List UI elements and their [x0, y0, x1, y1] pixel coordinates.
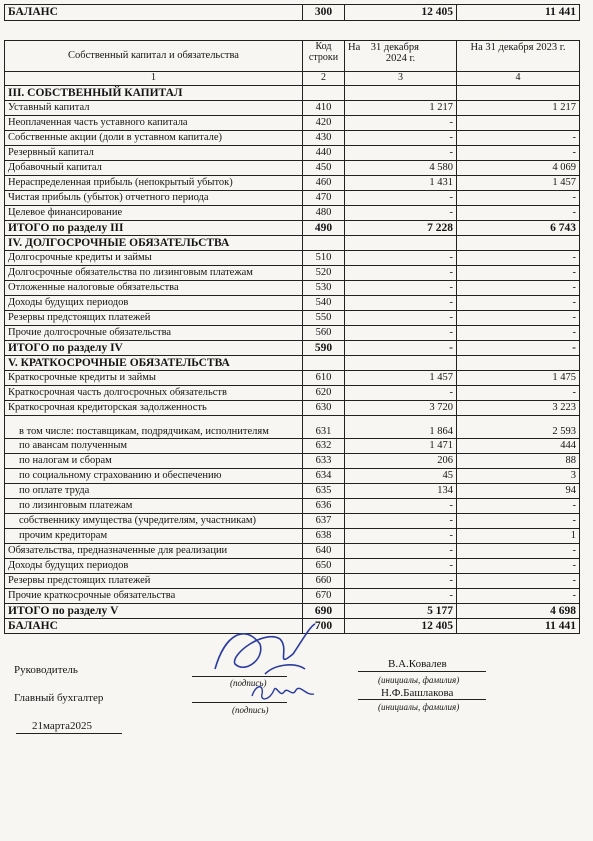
row-value-2023: -: [457, 573, 580, 588]
row-value-2024: 206: [345, 453, 457, 468]
row-value-2023: -: [457, 543, 580, 558]
row-value-2023: 1 217: [457, 100, 580, 115]
row-value-2023: -: [457, 295, 580, 310]
top-balance-row: [5, 5, 580, 21]
row-value-2024: 1 217: [345, 100, 457, 115]
row-label: Резервный капитал: [5, 145, 303, 160]
row-value-2024: -: [345, 295, 457, 310]
header-col1: Собственный капитал и обязательства: [5, 41, 303, 72]
row-label: III. СОБСТВЕННЫЙ КАПИТАЛ: [5, 85, 303, 100]
row-label: Резервы предстоящих платежей: [5, 310, 303, 325]
row-value-2024: 12 405: [345, 618, 457, 633]
colnum-3: 3: [345, 72, 457, 86]
top-balance-code: 300: [303, 5, 345, 21]
table-row: [5, 310, 580, 325]
row-value-2023: -: [457, 130, 580, 145]
row-value-2024: [345, 85, 457, 100]
head-sign-line: [192, 676, 287, 677]
row-label: Доходы будущих периодов: [5, 295, 303, 310]
table-row: [5, 280, 580, 295]
row-code: 460: [303, 175, 345, 190]
row-code: 637: [303, 513, 345, 528]
row-value-2024: -: [345, 205, 457, 220]
row-code: 632: [303, 438, 345, 453]
row-value-2023: -: [457, 340, 580, 355]
table-row: [5, 438, 580, 453]
row-code: 690: [303, 603, 345, 618]
row-value-2023: 3 223: [457, 400, 580, 415]
row-value-2023: [457, 115, 580, 130]
table-row: [5, 295, 580, 310]
row-code: [303, 355, 345, 370]
row-label: V. КРАТКОСРОЧНЫЕ ОБЯЗАТЕЛЬСТВА: [5, 355, 303, 370]
head-name-line: [358, 671, 486, 672]
row-value-2024: -: [345, 340, 457, 355]
row-label: по лизинговым платежам: [5, 498, 303, 513]
row-value-2023: 1: [457, 528, 580, 543]
row-value-2024: -: [345, 310, 457, 325]
row-label: Чистая прибыль (убыток) отчетного периода: [5, 190, 303, 205]
head-label: Руководитель: [14, 664, 78, 676]
section-header-row: [5, 235, 580, 250]
table-row: [5, 588, 580, 603]
row-label: БАЛАНС: [5, 618, 303, 633]
row-value-2023: 3: [457, 468, 580, 483]
row-code: 450: [303, 160, 345, 175]
row-value-2023: 11 441: [457, 618, 580, 633]
row-value-2023: -: [457, 588, 580, 603]
row-code: 550: [303, 310, 345, 325]
row-value-2023: 1 457: [457, 175, 580, 190]
top-balance-2023: 11 441: [457, 5, 580, 21]
head-sign-caption: (подпись): [230, 678, 267, 688]
table-row: [5, 400, 580, 415]
row-code: 638: [303, 528, 345, 543]
row-label: Краткосрочная кредиторская задолженность: [5, 400, 303, 415]
row-value-2024: 5 177: [345, 603, 457, 618]
row-label: Обязательства, предназначенные для реализации: [5, 543, 303, 558]
row-code: 420: [303, 115, 345, 130]
row-value-2023: 88: [457, 453, 580, 468]
row-code: 510: [303, 250, 345, 265]
row-value-2024: -: [345, 325, 457, 340]
row-label: Долгосрочные обязательства по лизинговым платежам: [5, 265, 303, 280]
row-label: Прочие краткосрочные обязательства: [5, 588, 303, 603]
row-code: 520: [303, 265, 345, 280]
row-label: Собственные акции (доли в уставном капитале): [5, 130, 303, 145]
row-value-2023: 1 475: [457, 370, 580, 385]
row-code: 635: [303, 483, 345, 498]
row-code: 540: [303, 295, 345, 310]
row-code: 470: [303, 190, 345, 205]
row-value-2023: 444: [457, 438, 580, 453]
table-row: [5, 115, 580, 130]
row-value-2024: -: [345, 588, 457, 603]
row-label: по налогам и сборам: [5, 453, 303, 468]
row-value-2024: -: [345, 250, 457, 265]
row-value-2024: 1 431: [345, 175, 457, 190]
row-value-2024: -: [345, 573, 457, 588]
date-line: [16, 733, 122, 734]
top-summary-table: [4, 4, 580, 21]
row-label: Добавочный капитал: [5, 160, 303, 175]
row-value-2024: -: [345, 385, 457, 400]
total-row: [5, 220, 580, 235]
table-row: [5, 250, 580, 265]
row-code: 440: [303, 145, 345, 160]
row-label: ИТОГО по разделу III: [5, 220, 303, 235]
row-label: собственнику имущества (учредителям, участникам): [5, 513, 303, 528]
row-value-2024: -: [345, 115, 457, 130]
row-value-2024: -: [345, 528, 457, 543]
row-value-2023: [457, 85, 580, 100]
row-value-2024: -: [345, 558, 457, 573]
row-value-2024: 1 864: [345, 415, 457, 438]
row-code: 670: [303, 588, 345, 603]
row-value-2023: [457, 235, 580, 250]
row-value-2023: -: [457, 250, 580, 265]
section-header-row: [5, 85, 580, 100]
row-value-2024: -: [345, 513, 457, 528]
table-row: [5, 130, 580, 145]
row-code: 430: [303, 130, 345, 145]
row-label: Отложенные налоговые обязательства: [5, 280, 303, 295]
accountant-name: Н.Ф.Башлакова: [381, 687, 454, 699]
row-value-2023: 94: [457, 483, 580, 498]
row-value-2024: 4 580: [345, 160, 457, 175]
table-row: [5, 385, 580, 400]
row-label: Краткосрочная часть долгосрочных обязательств: [5, 385, 303, 400]
table-row: [5, 265, 580, 280]
table-row: [5, 498, 580, 513]
row-label: Прочие долгосрочные обязательства: [5, 325, 303, 340]
row-value-2023: -: [457, 558, 580, 573]
row-value-2023: -: [457, 310, 580, 325]
row-value-2024: 3 720: [345, 400, 457, 415]
section-header-row: [5, 355, 580, 370]
liabilities-table: [4, 40, 580, 634]
table-row: [5, 528, 580, 543]
balance-sheet: [4, 4, 584, 634]
row-value-2023: -: [457, 145, 580, 160]
row-label: Целевое финансирование: [5, 205, 303, 220]
table-row: [5, 190, 580, 205]
accountant-name-line: [358, 699, 486, 700]
row-label: по авансам полученным: [5, 438, 303, 453]
table-row: [5, 370, 580, 385]
row-value-2023: [457, 355, 580, 370]
table-row: [5, 160, 580, 175]
row-value-2023: -: [457, 205, 580, 220]
row-code: 634: [303, 468, 345, 483]
row-label: по социальному страхованию и обеспечению: [5, 468, 303, 483]
header-row: [5, 41, 580, 72]
row-value-2024: -: [345, 265, 457, 280]
row-value-2024: 45: [345, 468, 457, 483]
row-code: [303, 235, 345, 250]
row-code: 620: [303, 385, 345, 400]
row-label: Уставный капитал: [5, 100, 303, 115]
table-row: [5, 100, 580, 115]
row-code: [303, 85, 345, 100]
row-value-2024: 1 457: [345, 370, 457, 385]
head-name-caption: (инициалы, фамилия): [378, 675, 460, 685]
top-balance-label: БАЛАНС: [5, 5, 303, 21]
row-label: в том числе: поставщикам, подрядчикам, исполнителям: [5, 415, 303, 438]
row-code: 650: [303, 558, 345, 573]
table-row: [5, 145, 580, 160]
row-label: по оплате труда: [5, 483, 303, 498]
row-value-2024: [345, 355, 457, 370]
accountant-sign-line: [192, 702, 287, 703]
row-code: 610: [303, 370, 345, 385]
row-label: Неоплаченная часть уставного капитала: [5, 115, 303, 130]
header-col3-prefix: На: [348, 42, 361, 53]
table-row: [5, 453, 580, 468]
top-balance-2024: 12 405: [345, 5, 457, 21]
row-value-2024: -: [345, 543, 457, 558]
row-value-2024: -: [345, 190, 457, 205]
total-row: [5, 340, 580, 355]
row-value-2023: -: [457, 498, 580, 513]
row-label: Долгосрочные кредиты и займы: [5, 250, 303, 265]
row-value-2023: -: [457, 265, 580, 280]
row-value-2023: -: [457, 385, 580, 400]
column-number-row: [5, 72, 580, 86]
row-value-2024: -: [345, 280, 457, 295]
row-value-2023: 4 698: [457, 603, 580, 618]
head-name: В.А.Ковалев: [388, 658, 447, 670]
row-label: прочим кредиторам: [5, 528, 303, 543]
row-label: Резервы предстоящих платежей: [5, 573, 303, 588]
row-code: 560: [303, 325, 345, 340]
colnum-1: 1: [5, 72, 303, 86]
row-value-2024: [345, 235, 457, 250]
row-value-2024: 7 228: [345, 220, 457, 235]
row-label: Нераспределенная прибыль (непокрытый убыток): [5, 175, 303, 190]
header-col3: [345, 41, 457, 72]
table-row: [5, 175, 580, 190]
row-label: Краткосрочные кредиты и займы: [5, 370, 303, 385]
table-row: [5, 483, 580, 498]
report-date: 21марта2025: [32, 720, 92, 732]
row-value-2024: -: [345, 498, 457, 513]
row-code: 640: [303, 543, 345, 558]
colnum-2: 2: [303, 72, 345, 86]
header-col2: Код строки: [303, 41, 345, 72]
row-value-2024: 134: [345, 483, 457, 498]
row-value-2024: 1 471: [345, 438, 457, 453]
table-row: [5, 558, 580, 573]
table-row: [5, 325, 580, 340]
accountant-sign-caption: (подпись): [232, 705, 269, 715]
row-code: 590: [303, 340, 345, 355]
row-label: IV. ДОЛГОСРОЧНЫЕ ОБЯЗАТЕЛЬСТВА: [5, 235, 303, 250]
row-value-2023: 6 743: [457, 220, 580, 235]
row-value-2023: 2 593: [457, 415, 580, 438]
colnum-4: 4: [457, 72, 580, 86]
table-row: [5, 543, 580, 558]
row-code: 410: [303, 100, 345, 115]
row-value-2023: -: [457, 513, 580, 528]
row-code: 631: [303, 415, 345, 438]
header-col3-year: 2024 г.: [385, 53, 416, 65]
row-label: Доходы будущих периодов: [5, 558, 303, 573]
table-row: [5, 205, 580, 220]
row-value-2024: -: [345, 130, 457, 145]
row-value-2023: -: [457, 280, 580, 295]
table-row: [5, 468, 580, 483]
row-code: 490: [303, 220, 345, 235]
table-body: [5, 85, 580, 633]
row-value-2023: 4 069: [457, 160, 580, 175]
row-code: 630: [303, 400, 345, 415]
row-value-2023: -: [457, 190, 580, 205]
row-code: 636: [303, 498, 345, 513]
table-row: [5, 573, 580, 588]
accountant-name-caption: (инициалы, фамилия): [378, 702, 460, 712]
header-col3-date: 31 декабря: [370, 42, 419, 53]
table-row: [5, 415, 580, 438]
row-code: 480: [303, 205, 345, 220]
header-col4: На 31 декабря 2023 г.: [457, 41, 580, 72]
row-code: 633: [303, 453, 345, 468]
row-code: 700: [303, 618, 345, 633]
row-code: 660: [303, 573, 345, 588]
table-row: [5, 513, 580, 528]
row-label: ИТОГО по разделу IV: [5, 340, 303, 355]
row-value-2023: -: [457, 325, 580, 340]
row-code: 530: [303, 280, 345, 295]
accountant-label: Главный бухгалтер: [14, 692, 104, 704]
row-value-2024: -: [345, 145, 457, 160]
row-label: ИТОГО по разделу V: [5, 603, 303, 618]
